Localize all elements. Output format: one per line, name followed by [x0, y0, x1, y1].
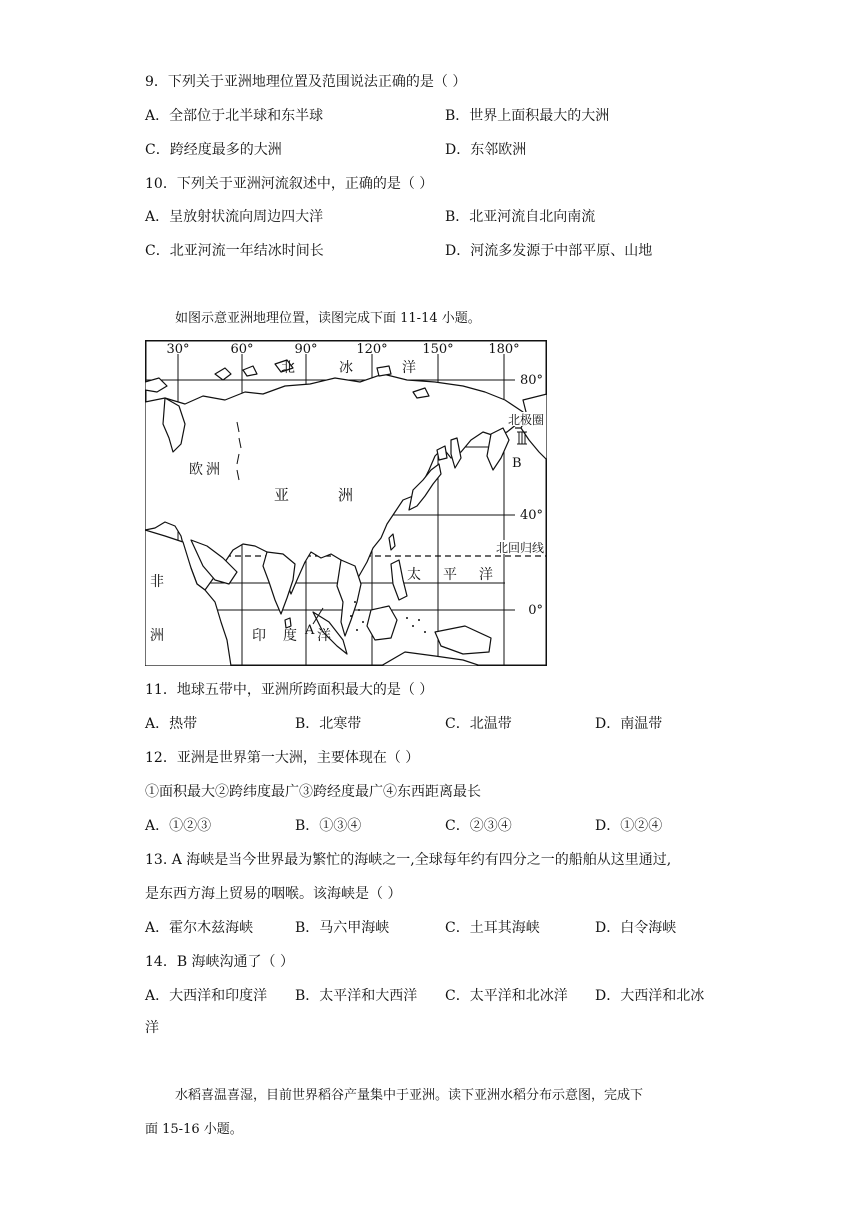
q9-option-b: B．世界上面积最大的大洲: [445, 108, 610, 124]
q10-option-c: C．北亚河流一年结冰时间长: [145, 243, 324, 259]
q10-option-a: A．呈放射状流向周边四大洋: [145, 209, 324, 225]
lon-label-120: 120°: [356, 342, 388, 357]
q10-option-b: B．北亚河流自北向南流: [445, 209, 596, 225]
q12-stem: 12．亚洲是世界第一大洲，主要体现在（ ）: [145, 750, 420, 766]
q12-statements: ①面积最大②跨纬度最广③跨经度最广④东西距离最长: [145, 784, 481, 800]
q13-option-c: C．土耳其海峡: [445, 920, 540, 936]
europe-label: 欧洲: [189, 462, 223, 478]
q14-option-d: D．大西洋和北冰: [595, 988, 705, 1004]
q10-option-d: D．河流多发源于中部平原、山地: [445, 243, 653, 259]
q11-option-b: B．北寒带: [295, 716, 362, 732]
intro-11-14: 如图示意亚洲地理位置，读图完成下面 11-14 小题。: [175, 311, 481, 326]
lat-label-40: 40°: [519, 508, 543, 523]
arctic-circle-label: 北极圈: [507, 413, 544, 427]
strait-b-label: B: [512, 456, 522, 471]
q12-option-c: C．②③④: [445, 818, 512, 834]
africa-label-2: 洲: [150, 628, 164, 644]
q13-option-b: B．马六甲海峡: [295, 920, 390, 936]
lon-label-150: 150°: [422, 342, 454, 357]
q9-option-d: D．东邻欧洲: [445, 142, 527, 158]
q11-stem: 11．地球五带中，亚洲所跨面积最大的是（ ）: [145, 682, 434, 698]
q14-option-a: A．大西洋和印度洋: [145, 988, 268, 1004]
lon-label-180: 180°: [488, 342, 520, 357]
africa-label-1: 非: [150, 574, 164, 590]
q13-stem: 13. A 海峡是当今世界最为繁忙的海峡之一,全球每年约有四分之一的船舶从这里通过,: [145, 852, 672, 868]
intro-15-16-line1: 水稻喜温喜湿，目前世界稻谷产量集中于亚洲。读下亚洲水稻分布示意图，完成下: [175, 1088, 644, 1103]
indian-ocean-label-3: 洋: [317, 628, 331, 644]
q14-option-b: B．太平洋和大西洋: [295, 988, 418, 1004]
pacific-label-2: 平: [443, 567, 457, 583]
q11-option-d: D．南温带: [595, 716, 663, 732]
q10-stem: 10．下列关于亚洲河流叙述中，正确的是（ ）: [145, 176, 434, 192]
q9-stem: 9．下列关于亚洲地理位置及范围说法正确的是（ ）: [145, 74, 467, 90]
q11-option-a: A．热带: [145, 716, 198, 732]
q11-option-c: C．北温带: [445, 716, 512, 732]
q12-option-d: D．①②④: [595, 818, 663, 834]
asia-label-1: 亚: [274, 486, 290, 504]
q13-option-d: D．白令海峡: [595, 920, 677, 936]
intro-15-16-line2: 面 15-16 小题。: [145, 1122, 243, 1137]
lon-label-30: 30°: [166, 342, 190, 357]
q12-option-b: B．①③④: [295, 818, 362, 834]
q12-option-a: A．①②③: [145, 818, 212, 834]
asia-location-map: [145, 340, 547, 666]
lon-label-90: 90°: [294, 342, 318, 357]
lon-label-60: 60°: [230, 342, 254, 357]
strait-a-label: A: [305, 623, 315, 638]
arctic-ocean-label-1: 北: [281, 360, 295, 376]
q9-option-c: C．跨经度最多的大洲: [145, 142, 282, 158]
lat-label-0: 0°: [528, 603, 543, 618]
q14-option-d-wrap: 洋: [145, 1020, 159, 1036]
q14-stem: 14．B 海峡沟通了（ ）: [145, 954, 295, 970]
q9-option-a: A．全部位于北半球和东半球: [145, 108, 324, 124]
tropic-of-cancer-label: 北回归线: [495, 541, 544, 555]
q13-stem-line2: 是东西方海上贸易的咽喉。该海峡是（ ）: [145, 886, 402, 902]
indian-ocean-label-2: 度: [283, 628, 297, 644]
q14-option-c: C．太平洋和北冰洋: [445, 988, 568, 1004]
pacific-label-3: 洋: [479, 567, 493, 583]
indian-ocean-label-1: 印: [252, 628, 266, 644]
arctic-ocean-label-2: 冰: [339, 360, 353, 376]
strait-b-marker: [517, 432, 527, 444]
lat-label-80: 80°: [519, 373, 543, 388]
q13-option-a: A．霍尔木兹海峡: [145, 920, 254, 936]
pacific-label-1: 太: [407, 567, 421, 583]
asia-label-2: 洲: [338, 486, 354, 504]
arctic-ocean-label-3: 洋: [402, 360, 416, 376]
